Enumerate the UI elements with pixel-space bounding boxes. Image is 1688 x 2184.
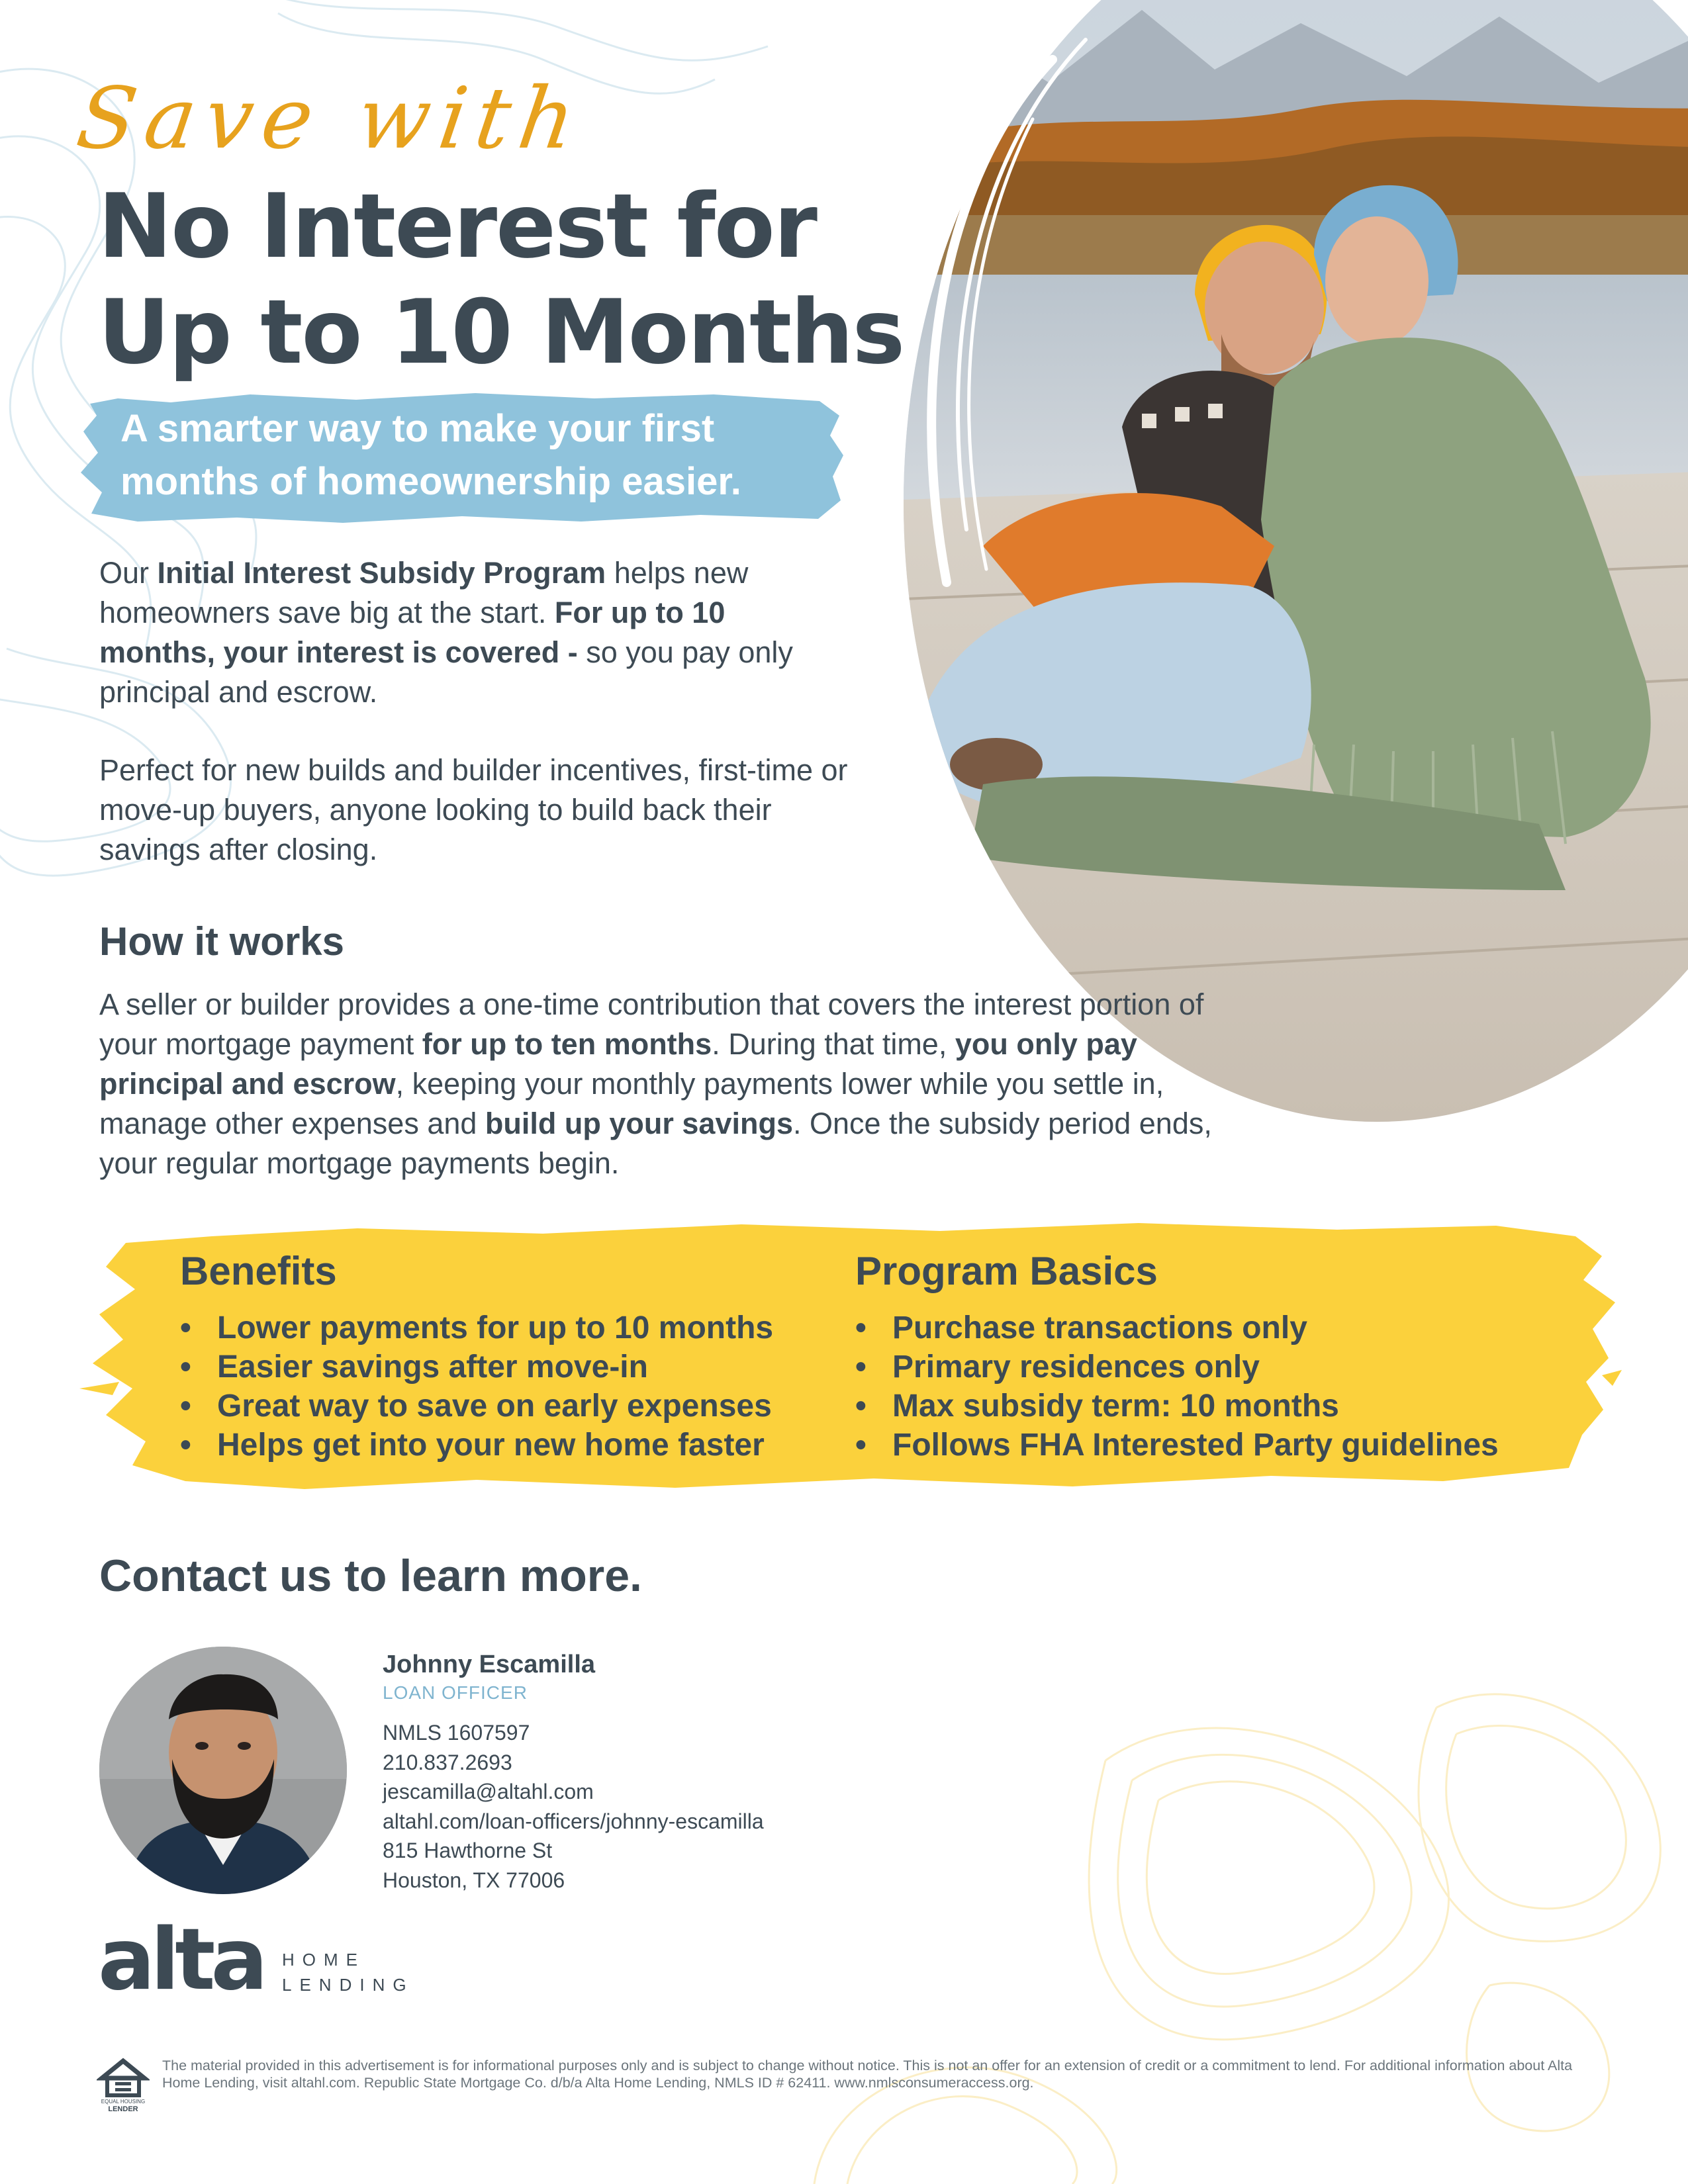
intro-text-3: so you pay only principal and escrow. (99, 635, 793, 709)
intro-program-name: Initial Interest Subsidy Program (157, 556, 606, 590)
list-item-text: Lower payments for up to 10 months (217, 1310, 774, 1345)
list-item-text: Purchase transactions only (892, 1310, 1307, 1345)
perfect-for-paragraph: Perfect for new builds and builder incentives, first-time or move-up buyers, anyone looking to build back their savings after closing. (99, 753, 848, 866)
equal-housing-lender-icon (97, 2057, 150, 2113)
list-item (855, 1347, 1499, 1387)
avatar (99, 1647, 347, 1894)
bullet-icon: • (180, 1310, 191, 1345)
subheadline-line1: A smarter way to make your first (120, 407, 715, 450)
list-item (180, 1347, 773, 1387)
logo-wordmark: alta (98, 1911, 263, 2009)
list-item-text: Follows FHA Interested Party guidelines (892, 1428, 1499, 1463)
program-basics-heading: Program Basics (855, 1249, 1158, 1293)
list-item-text: Great way to save on early expenses (217, 1388, 772, 1424)
list-item (180, 1308, 773, 1347)
email-link[interactable]: jescamilla@altahl.com (383, 1780, 594, 1803)
program-basics-list (855, 1308, 1499, 1465)
contact-heading: Contact us to learn more. (99, 1551, 642, 1601)
list-item (855, 1308, 1499, 1347)
subheadline-line2: months of homeownership easier. (120, 460, 741, 503)
bullet-icon: • (855, 1388, 867, 1424)
page-title-line1: No Interest for (98, 175, 816, 278)
website-link[interactable]: altahl.com/loan-officers/johnny-escamilla (383, 1809, 764, 1833)
how-highlight-1: for up to ten months (422, 1027, 712, 1061)
nmls-number: NMLS 1607597 (383, 1721, 530, 1745)
subheadline (120, 402, 741, 508)
benefits-list (180, 1308, 773, 1465)
bullet-icon: • (855, 1428, 867, 1463)
phone-number[interactable]: 210.837.2693 (383, 1750, 512, 1774)
intro-paragraph (99, 553, 841, 712)
couple-by-lake-image (904, 0, 1688, 1122)
how-text-2: . During that time, (712, 1027, 955, 1061)
how-highlight-2: you only pay principal and escrow (99, 1027, 1137, 1101)
list-item-text: Primary residences only (892, 1349, 1260, 1385)
logo-subtitle (282, 1947, 414, 1997)
how-text-3: , keeping your monthly payments lower while you settle in, manage other expenses and (99, 1067, 1164, 1140)
intro-highlight: For up to 10 months, your interest is covered - (99, 596, 726, 669)
benefits-heading: Benefits (180, 1249, 337, 1293)
ehl-text-line2: LENDER (108, 2105, 138, 2113)
how-highlight-3: build up your savings (485, 1107, 793, 1140)
intro-text-2: helps new homeowners save big at the start. (99, 556, 749, 629)
logo-subtitle-line2: LENDING (282, 1975, 414, 1995)
bullet-icon: • (180, 1349, 191, 1385)
list-item-text: Easier savings after move-in (217, 1349, 648, 1385)
program-basics-column (855, 1248, 1499, 1465)
ehl-text-line1: EQUAL HOUSING (101, 2099, 146, 2105)
list-item-text: Helps get into your new home faster (217, 1428, 765, 1463)
list-item (180, 1426, 773, 1465)
bullet-icon: • (180, 1388, 191, 1424)
how-it-works-heading: How it works (99, 919, 345, 964)
hero-photo (904, 0, 1688, 1122)
loan-officer-name: Johnny Escamilla (383, 1651, 596, 1678)
list-item-text: Max subsidy term: 10 months (892, 1388, 1339, 1424)
page-title-line2: Up to 10 Months (98, 281, 904, 384)
loan-officer-title: LOAN OFFICER (383, 1682, 528, 1703)
list-item (180, 1387, 773, 1426)
legal-disclaimer: The material provided in this advertisement is for informational purposes only and is subject to change without notice. This is not an offer for an extension of credit or a commitment to lend. For additional information about Alta Home Lending, visit altahl.com. Republic State Mortgage Co. d/b/a Alta Home Lending, NMLS ID # 62411. www.nmlsconsumeraccess.org. (162, 2058, 1573, 2091)
list-item (855, 1387, 1499, 1426)
bullet-icon: • (855, 1310, 867, 1345)
alta-home-lending-logo (98, 1911, 414, 2009)
tagline: Save with (71, 69, 590, 168)
loan-officer-contact-info (383, 1718, 764, 1895)
how-text-4: . Once the subsidy period ends, your regular mortgage payments begin. (99, 1107, 1212, 1180)
page-title (98, 173, 904, 385)
list-item (855, 1426, 1499, 1465)
address-line1: 815 Hawthorne St (383, 1839, 553, 1862)
intro-text-1: Our (99, 556, 158, 590)
benefits-column (180, 1248, 773, 1465)
how-it-works-paragraph (99, 985, 1238, 1183)
logo-subtitle-line1: HOME (282, 1950, 365, 1970)
address-line2: Houston, TX 77006 (383, 1868, 565, 1892)
bullet-icon: • (180, 1428, 191, 1463)
how-text-1: A seller or builder provides a one-time contribution that covers the interest portion of your mortgage payment (99, 987, 1204, 1061)
loan-officer-photo (99, 1647, 347, 1894)
bullet-icon: • (855, 1349, 867, 1385)
